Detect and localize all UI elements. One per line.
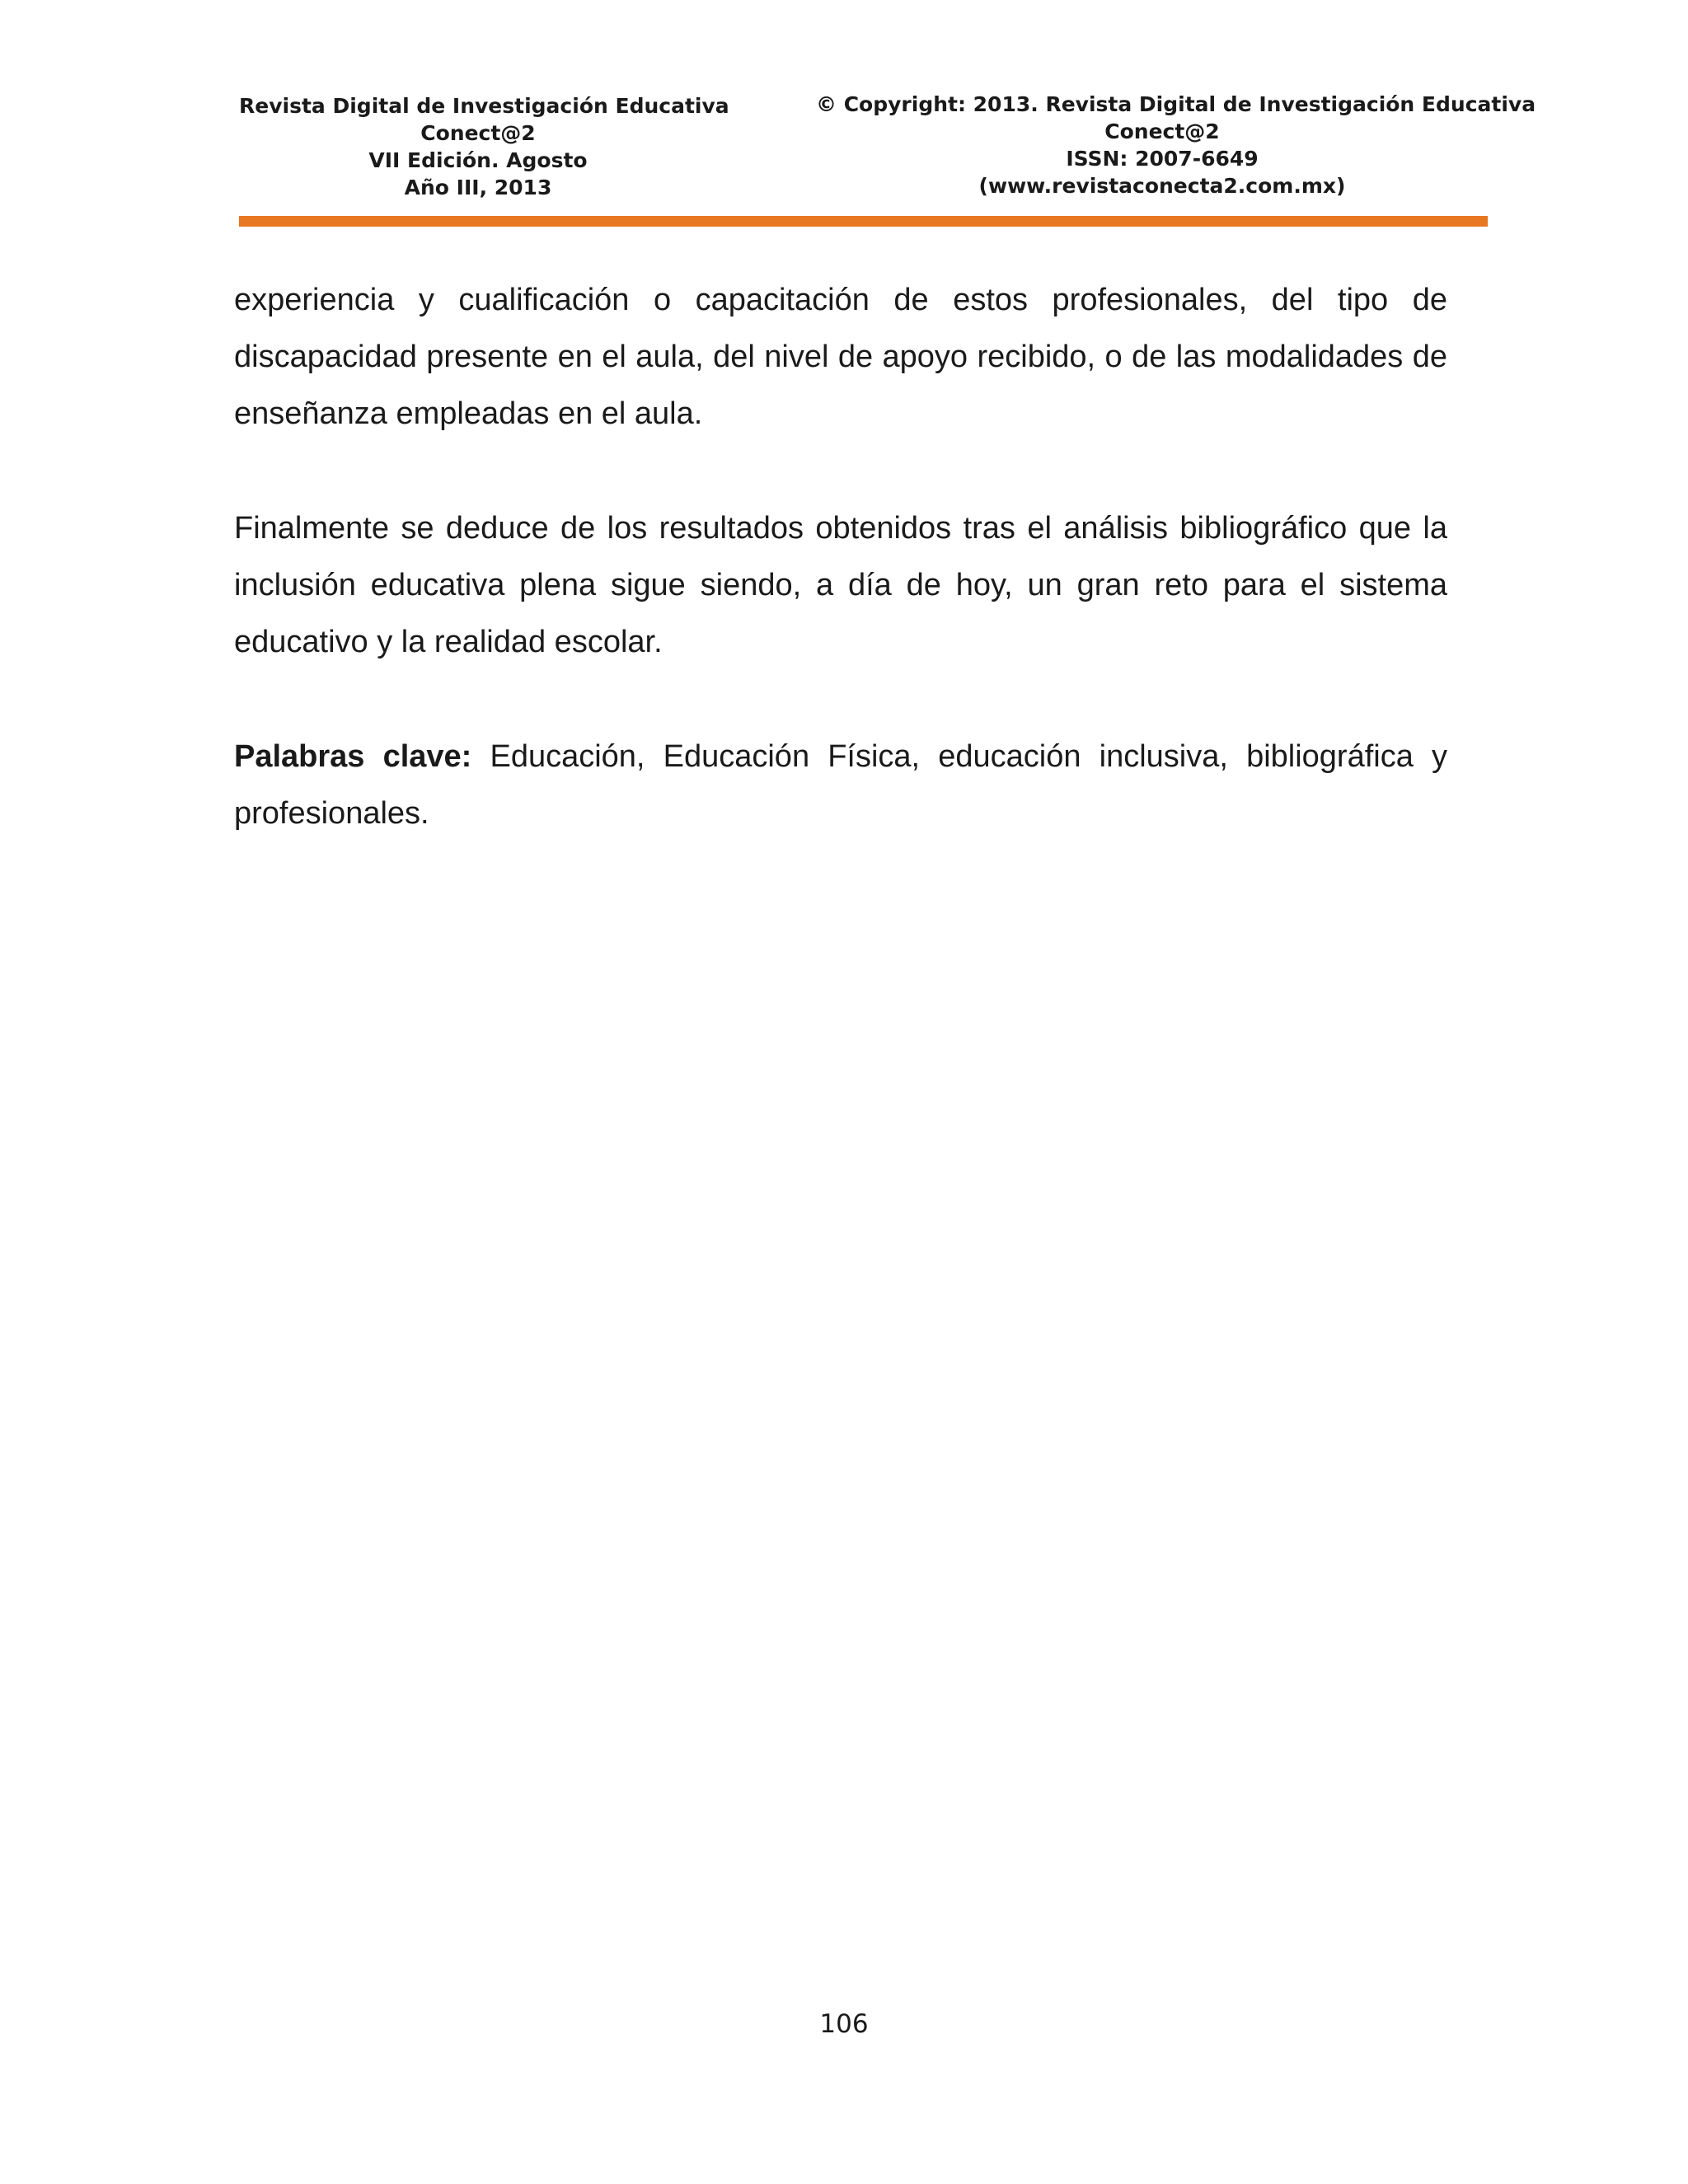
- header-copyright-info: [816, 91, 1536, 199]
- header-copyright-journal: Conect@2: [1104, 120, 1220, 143]
- header-issn: ISSN: 2007-6649: [1066, 147, 1259, 171]
- keywords-text: Educación, Educación Física, educación inclusiva, bibliográfica y profesionales.: [234, 739, 1447, 831]
- paragraph-1: experiencia y cualificación o capacitación de estos profesionales, del tipo de discapacidad presente en el aula, del nivel de apoyo recibido, o de las modalidades de enseñanza empleadas en el aula.: [234, 283, 1447, 431]
- page-number: 106: [819, 2009, 869, 2039]
- header-copyright: © Copyright: 2013. Revista Digital de Investigación Educativa: [816, 92, 1536, 116]
- header-journal-info: [239, 92, 729, 201]
- header-edition: VII Edición. Agosto: [368, 148, 588, 172]
- header-website: (www.revistaconecta2.com.mx): [978, 174, 1346, 198]
- page-body: [234, 272, 1447, 900]
- paragraph-2: Finalmente se deduce de los resultados obtenidos tras el análisis bibliográfico que la inclusión educativa plena sigue siendo, a día de hoy, un gran reto para el sistema educativo y la realidad escolar.: [234, 511, 1447, 659]
- keywords-label: Palabras clave:: [234, 739, 472, 774]
- header-journal-name: Conect@2: [420, 121, 536, 145]
- keywords-paragraph: [234, 729, 1447, 842]
- header-journal-title: Revista Digital de Investigación Educativa: [239, 94, 729, 118]
- header-divider: [239, 216, 1488, 227]
- header-year: Año III, 2013: [404, 176, 552, 199]
